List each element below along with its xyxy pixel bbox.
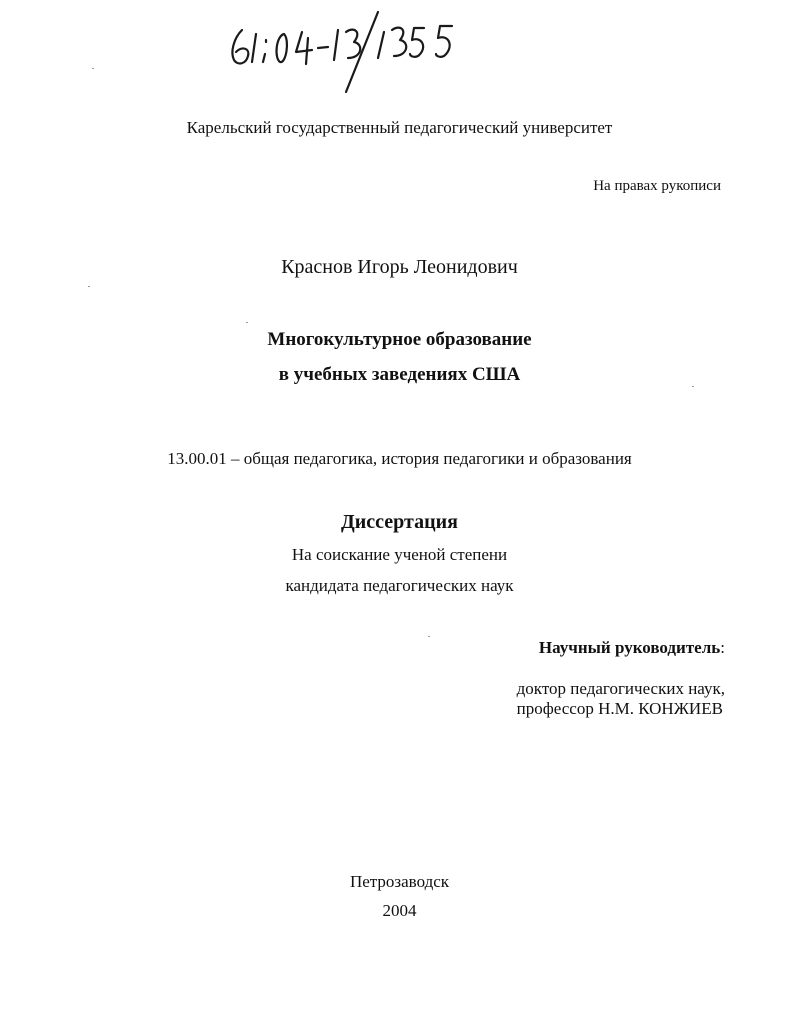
supervisor-degree: доктор педагогических наук, [516, 679, 725, 698]
dissertation-title-line-2: в учебных заведениях США [278, 364, 521, 385]
author-name: Краснов Игорь Леонидович [281, 256, 518, 278]
supervisor-label-text: Научный руководитель [538, 638, 721, 657]
supervisor-label [539, 638, 725, 658]
degree-line-2: кандидата педагогических наук [285, 576, 514, 595]
speciality-code: 13.00.01 – общая педагогика, история педагогики и образования [167, 449, 632, 468]
supervisor-label-colon: : [720, 638, 725, 657]
supervisor-details [517, 679, 725, 719]
document-type: Диссертация [341, 511, 458, 533]
city: Петрозаводск [349, 872, 450, 891]
university-name: Карельский государственный педагогический университет [186, 118, 613, 137]
scan-speck [246, 322, 248, 323]
scan-speck [692, 386, 694, 387]
degree-line-1: На соискание ученой степени [291, 545, 508, 564]
rights-notice: На правах рукописи [593, 178, 721, 194]
dissertation-title-line-1: Многокультурное образование [267, 329, 532, 350]
supervisor-name: профессор Н.М. КОНЖИЕВ [516, 699, 723, 718]
year: 2004 [382, 901, 417, 920]
scan-speck [92, 68, 94, 69]
scan-speck [428, 636, 430, 637]
handwritten-number-drawing [228, 8, 468, 94]
scan-speck [88, 286, 90, 287]
handwritten-archive-number [228, 8, 468, 94]
